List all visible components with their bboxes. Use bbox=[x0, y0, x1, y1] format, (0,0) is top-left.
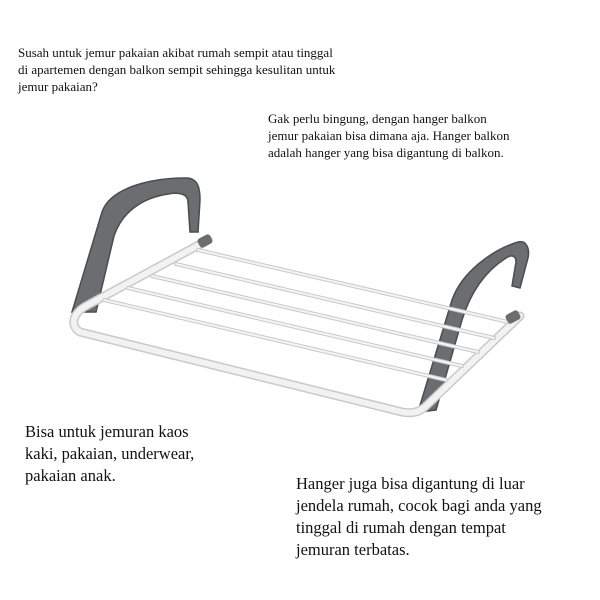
solution-text: Gak perlu bingung, dengan hanger balkon jemur pakaian bisa dimana aja. Hanger balkon adalah hanger yang bisa digantung di balkon. bbox=[268, 111, 510, 160]
window-text: Hanger juga bisa digantung di luar jendela rumah, cocok bagi anda yang tinggal di rumah dengan tempat jemuran terbatas. bbox=[296, 474, 542, 559]
intro-text: Susah untuk jemur pakaian akibat rumah sempit atau tinggal di apartemen dengan balkon sempit sehingga kesulitan untuk jemur pakaian? bbox=[18, 45, 336, 94]
uses-text: Bisa untuk jemuran kaos kaki, pakaian, underwear, pakaian anak. bbox=[25, 422, 195, 485]
